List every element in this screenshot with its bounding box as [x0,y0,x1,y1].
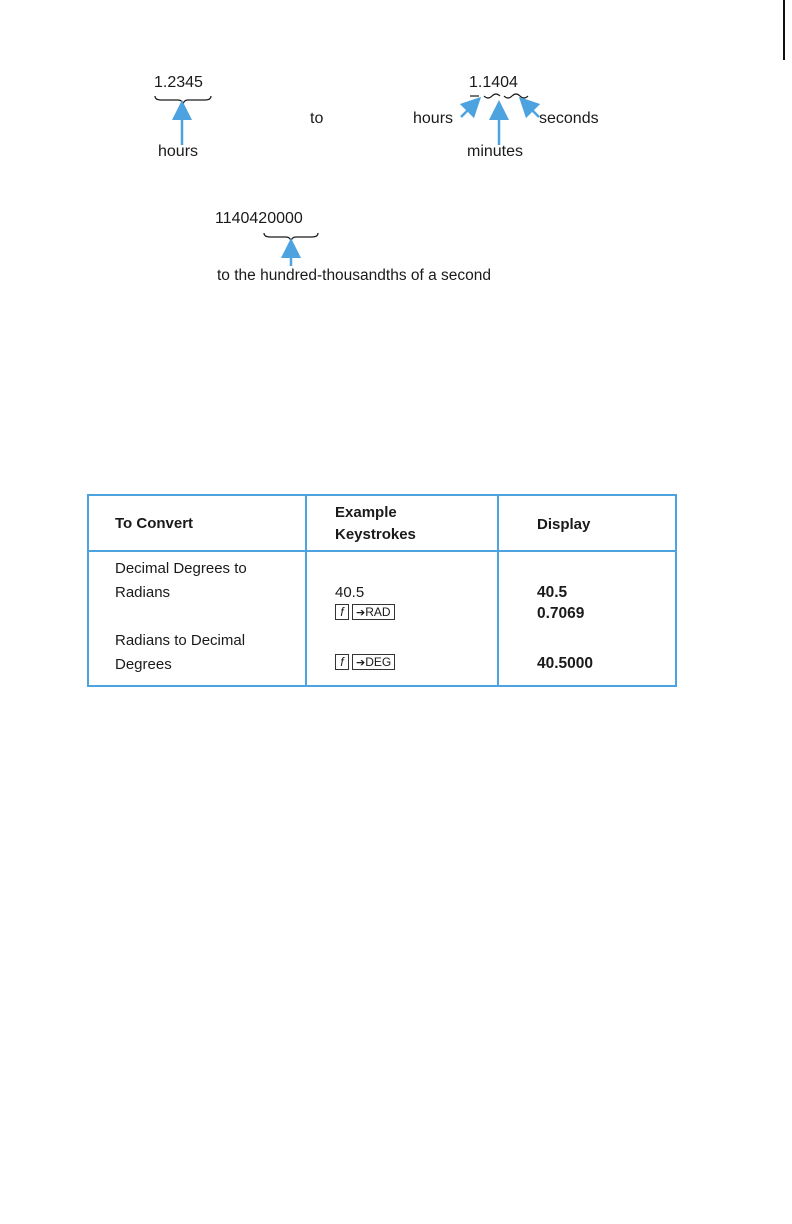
header-example-line2: Keystrokes [335,526,416,543]
conversion-table [87,494,677,687]
row2-convert [115,629,245,677]
header-display: Display [537,516,591,533]
row1-keystroke [335,604,395,620]
arrow-right-seconds [526,104,539,117]
brace-left-value [155,96,211,104]
right-hours-label: hours [413,110,454,127]
long-value: 1140420000 [215,210,303,227]
table-divider-1 [305,496,307,685]
row1-convert-line2: Radians [115,584,171,601]
left-hours-label: hours [158,143,199,160]
arrow-right-icon: ➔ [356,607,366,619]
f-key: f [335,654,349,670]
row1-display1: 40.5 [537,584,568,601]
row1-convert [115,557,247,605]
arrow-right-icon: ➔ [356,657,366,669]
to-deg-key-label: DEG [365,655,392,669]
right-seconds-label: seconds [539,110,599,127]
row1-convert-line1: Decimal Degrees to [115,560,247,577]
long-value-caption: to the hundred-thousandths of a second [217,267,492,284]
row1-display2: 0.7069 [537,605,585,622]
to-rad-key-label: RAD [365,605,391,619]
header-example-line1: Example [335,504,397,521]
left-value: 1.2345 [154,74,203,91]
f-key: f [335,604,349,620]
table-divider-2 [497,496,499,685]
brace-long-value [264,233,318,241]
row2-keystroke [335,654,395,670]
underline-seconds-digits [504,94,528,98]
header-example-keystrokes [335,502,416,546]
row2-convert-line2: Degrees [115,656,172,673]
header-to-convert: To Convert [115,515,194,532]
row2-convert-line1: Radians to Decimal [115,632,246,649]
to-rad-key [352,604,395,620]
table-header-divider [89,550,675,552]
row1-entry: 40.5 [335,584,365,601]
right-minutes-label: minutes [467,143,524,160]
to-deg-key [352,654,395,670]
row2-display: 40.5000 [537,655,594,672]
to-word: to [310,110,324,127]
arrow-right-hours [461,104,474,117]
underline-minutes-digits [484,94,500,98]
time-format-diagram [0,0,792,300]
right-value: 1.1404 [469,74,518,91]
